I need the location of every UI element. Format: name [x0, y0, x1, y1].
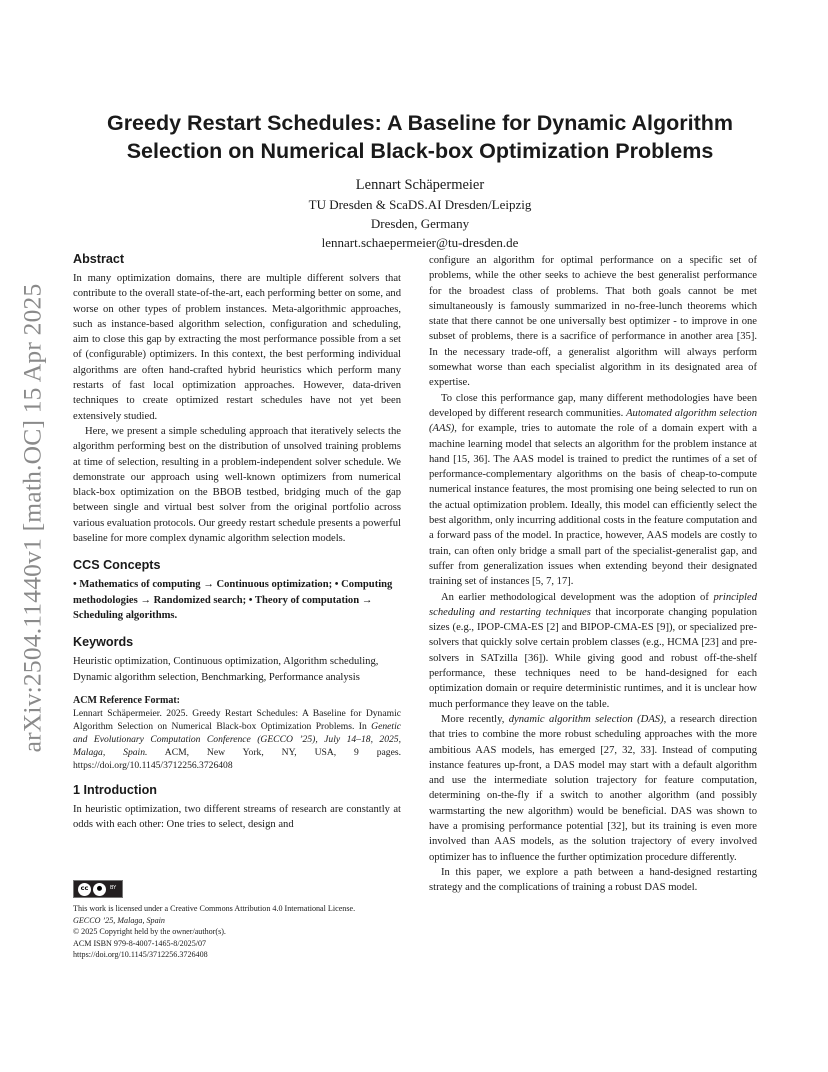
acm-ref-pre: Lennart Schäpermeier. 2025. Greedy Restart Schedules: A Baseline for Dynamic Algorithm Selection on Numerical Black-box Optimization Problems. In [73, 707, 401, 732]
intro-paragraph-2 [429, 391, 757, 590]
intro-paragraph-5: In this paper, we explore a path between a hand-designed restarting strategy and the complications of training a robust DAS model. [429, 866, 757, 894]
intro-p4-em: dynamic algorithm selection (DAS) [508, 713, 664, 725]
cc-icon: cc [78, 883, 91, 896]
acm-ref-text [73, 707, 401, 772]
intro-paragraph-3 [429, 590, 757, 712]
acm-ref-post: ACM, New York, NY, USA, 9 pages. https://doi.org/10.1145/3712256.3726408 [73, 746, 401, 771]
author-location: Dresden, Germany [370, 216, 470, 231]
acm-ref-heading: ACM Reference Format: [73, 694, 180, 706]
intro-paragraph-4 [429, 712, 757, 865]
arxiv-id-text: arXiv:2504.11440v1 [math.OC] 15 Apr 2025 [17, 283, 46, 753]
arxiv-identifier-sidebar [10, 258, 54, 778]
copyright-line: © 2025 Copyright held by the owner/author(s). [73, 927, 226, 937]
ccs-text: • Mathematics of computing → Continuous optimization; • Computing methodologies → Randomized search; • Theory of computation → Scheduling algorithms. [73, 579, 393, 621]
ccs-concepts-section [73, 558, 401, 623]
intro-p2-b: , for example, tries to automate the role of a domain expert with a machine learning model that selects an algorithm for the problem instance at hand [15, 36]. The AAS model is trained to predict the runtimes of a set of performance-complementary algorithms on the basis of cheap-to-compute numerical instance features, the most promising one being selected to run on the actual optimization problem. Ideally, this model can efficiently select the best algorithm, only incurring additional costs in the feature computation and a forward pass of the model. In practice, however, AAS models are costly to train, can often only bridge a small part of the specialist-generalist gap, and suffer from generalization issues when extending beyond their designated training set of instances [5, 7, 17]. [429, 423, 757, 588]
first-page-footer [73, 880, 403, 961]
introduction-section [73, 783, 401, 833]
author-name: Lennart Schäpermeier [355, 177, 485, 193]
intro-paragraph-1: In heuristic optimization, two different streams of research are constantly at odds with each other: One tries to select, design and [73, 803, 401, 831]
intro-p2-em: Automated algorithm selection (AAS) [429, 407, 757, 435]
right-column [429, 253, 757, 895]
attribution-person-icon: ● [93, 883, 106, 896]
intro-p2-a: To close this performance gap, many different methodologies have been developed by different research communities. [429, 392, 757, 419]
license-text: This work is licensed under a Creative Commons Attribution 4.0 International License. [73, 904, 356, 913]
abstract-paragraph-1: In many optimization domains, there are multiple different solvers that contribute to the overall state-of-the-art, each performing better on some, and worse on other types of problem instances. Meta-algorithmic approaches, such as instance-based algorithm selection, configuration and scheduling, aim to close this gap by extracting the most performance possible from a set of (configurable) optimizers. In this context, the best performing individual algorithms are often hand-crafted hybrid heuristics which perform many restarts of fast local optimization approaches. However, data-driven techniques to create optimized restart schedules have not yet been extensively studied. [73, 273, 401, 422]
acm-ref-venue: Genetic and Evolutionary Computation Conference (GECCO ’25), July 14–18, 2025, Malaga, Spain. [73, 720, 401, 758]
keywords-text: Heuristic optimization, Continuous optimization, Algorithm scheduling, Dynamic algorithm selection, Benchmarking, Performance analysis [73, 656, 379, 683]
intro-p4-b: , a research direction that tries to combine the more robust scheduling approaches with the more ambitious AAS models, has emerged [27, 32, 33]. Instead of computing instance features up-front, a DAS model may start with a default algorithm and use the intermediate solution trajectory for feature computation, determining on-the-fly if a switch to another algorithm (and possibly warmstarting the new algorithm) would be beneficial. DAS was shown to have a promising performance potential [32], but its training is even more involved than AAS models, as the solution trajectory of every involved optimizer has to influence the further optimization procedure differently. [429, 713, 757, 863]
cc-by-label: BY [110, 885, 117, 892]
ccs-heading: CCS Concepts [73, 558, 161, 573]
keywords-heading: Keywords [73, 635, 134, 650]
abstract-heading: Abstract [73, 252, 125, 266]
intro-p3-em: principled scheduling and restarting techniques [429, 591, 757, 618]
author-email[interactable]: lennart.schaepermeier@tu-dresden.de [321, 235, 519, 250]
abstract-paragraph-2: Here, we present a simple scheduling approach that iteratively selects the algorithm performing best on the distribution of unsolved training problems at time of selection, resulting in a problem-independent solver schedule. We demonstrate our approach using well-known optimizers from numerical black-box optimization on the BBOB testbed, bridging much of the gap between single and virtual best solver from the original portfolio across various evaluation protocols. Our greedy restart schedule presents a powerful baseline for more complex dynamic algorithm selection models. [73, 425, 401, 545]
conference-line: GECCO ’25, Malaga, Spain [73, 915, 165, 925]
cc-by-license-icon[interactable] [73, 880, 123, 898]
author-block [200, 175, 640, 252]
left-column [73, 252, 401, 832]
keywords-section [73, 635, 401, 685]
paper-title: Greedy Restart Schedules: A Baseline for Dynamic Algorithm Selection on Numerical Black-box Optimization Problems [106, 111, 734, 163]
author-affiliation: TU Dresden & ScaDS.AI Dresden/Leipzig [308, 197, 532, 212]
isbn-line: ACM ISBN 979-8-4007-1465-8/2025/07 [73, 938, 207, 948]
doi-link[interactable]: https://doi.org/10.1145/3712256.3726408 [73, 950, 208, 960]
intro-p4-a: More recently, [441, 713, 509, 725]
introduction-heading: 1 Introduction [73, 782, 157, 797]
intro-p3-b: that incorporate changing population sizes (e.g., IPOP-CMA-ES [2] and BIPOP-CMA-ES [9]), or specialized pre-solvers that quickly solve certain problem classes (e.g., HCMA [23] and pre-solvers in SATzilla [36]). While giving good and robust off-the-shelf performance, these techniques need to be hand-designed for each optimization domain or require deterministic runtimes, and it is unclear how much performance they leave on the table. [429, 606, 757, 710]
intro-p3-a: An earlier methodological development was the adoption of [441, 591, 714, 603]
acm-reference-format [73, 694, 401, 772]
abstract-section [73, 252, 401, 546]
intro-paragraph-1-continued: configure an algorithm for optimal performance on a specific set of problems, while the other seeks to achieve the best generalist performance for the broadest class of problems. That both goals cannot be met simultaneously is famously summarized in no-free-lunch theorems which state that there cannot be one universally best optimizer - to improve in one subset of problems, there is a sacrifice of performance in another area [35]. In the necessary trade-off, a generalist algorithm will always perform somewhat worse than each specialist algorithm in its designated area of expertise. [429, 255, 757, 389]
